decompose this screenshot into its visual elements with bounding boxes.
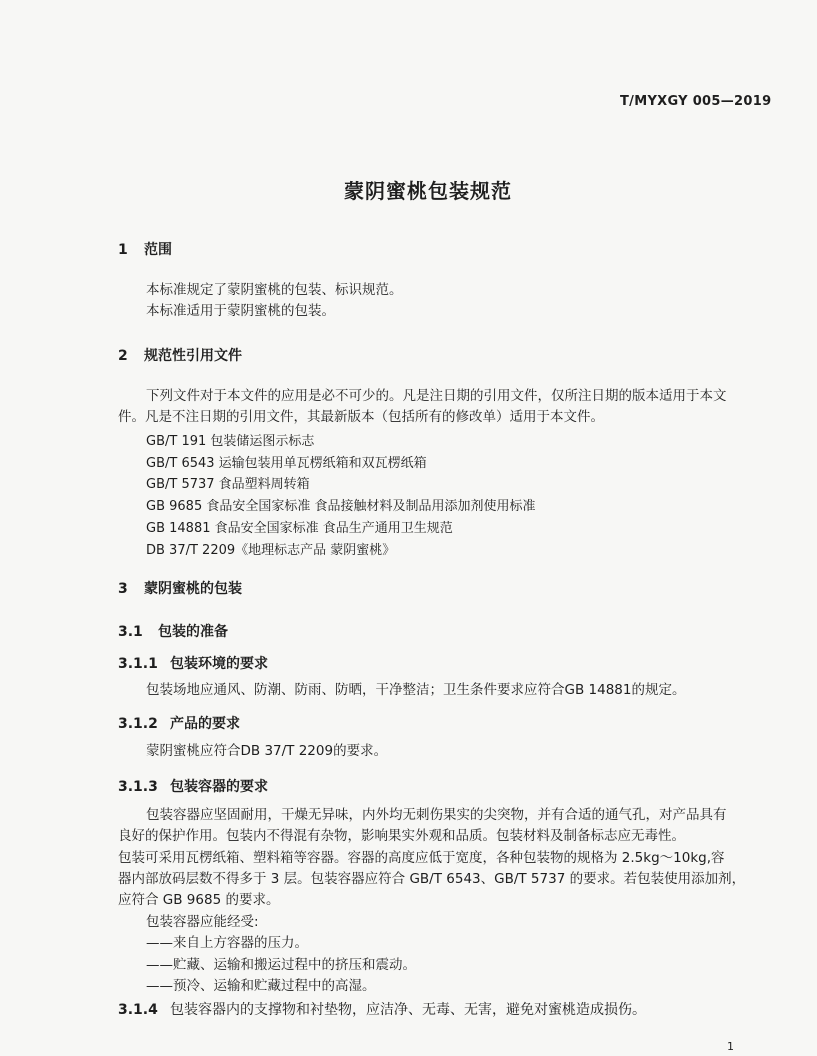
reference-item: GB/T 6543 运输包装用单瓦楞纸箱和双瓦楞纸箱 [146,456,427,471]
paragraph: 本标准适用于蒙阴蜜桃的包装。 [146,303,335,319]
section-3-1-heading [118,621,228,641]
paragraph: 包装场地应通风、防潮、防雨、防晒，干净整洁；卫生条件要求应符合GB 14881的规定。 [146,682,686,698]
section-1-heading [118,239,172,259]
paragraph: 下列文件对于本文件的应用是必不可少的。凡是注日期的引用文件，仅所注日期的版本适用于本文 [146,388,727,404]
section-3-heading [118,578,242,598]
section-number: 3.1.2 [118,716,158,732]
reference-item: GB 9685 食品安全国家标准 食品接触材料及制品用添加剂使用标准 [146,499,536,514]
list-item: ——贮藏、运输和搬运过程中的挤压和震动。 [146,957,416,973]
section-title: 规范性引用文件 [144,348,242,364]
section-title: 蒙阴蜜桃的包装 [144,581,242,597]
section-3-1-2-heading [118,713,240,733]
section-number: 3.1.1 [118,656,158,672]
reference-item: GB 14881 食品安全国家标准 食品生产通用卫生规范 [146,521,453,536]
list-item: ——预冷、运输和贮藏过程中的高湿。 [146,978,376,994]
section-title: 范围 [144,242,172,258]
reference-item: GB/T 5737 食品塑料周转箱 [146,477,310,492]
section-number: 3.1.4 [118,1002,158,1018]
section-number: 3.1 [118,624,143,640]
section-title: 包装环境的要求 [170,656,268,672]
document-title: 蒙阴蜜桃包装规范 [344,179,512,203]
paragraph-line: 应符合 GB 9685 的要求。 [118,892,280,908]
section-3-1-3-heading [118,776,268,796]
section-3-1-1-heading [118,653,268,673]
paragraph-line: 包装容器应坚固耐用，干燥无异味，内外均无刺伤果实的尖突物，并有合适的通气孔，对产品具有 [146,807,727,823]
section-title: 产品的要求 [170,716,240,732]
section-number: 3.1.3 [118,779,158,795]
section-2-heading [118,345,242,365]
section-3-1-4-clause [118,999,646,1019]
reference-item: DB 37/T 2209《地理标志产品 蒙阴蜜桃》 [146,543,396,558]
paragraph: 蒙阴蜜桃应符合DB 37/T 2209的要求。 [146,743,388,759]
section-number: 1 [118,242,128,258]
section-title: 包装的准备 [158,624,228,640]
page-number: 1 [727,1040,734,1053]
paragraph-line: 包装容器应能经受: [146,914,259,930]
paragraph: 件。凡是不注日期的引用文件，其最新版本（包括所有的修改单）适用于本文件。 [118,409,604,425]
paragraph-line: 器内部放码层数不得多于 3 层。包装容器应符合 GB/T 6543、GB/T 5737 的要求。若包装使用添加剂， [118,871,746,887]
list-item: ——来自上方容器的压力。 [146,935,308,951]
document-code: T/MYXGY 005—2019 [620,94,772,109]
section-number: 2 [118,348,128,364]
paragraph-line: 包装可采用瓦楞纸箱、塑料箱等容器。容器的高度应低于宽度，各种包装物的规格为 2.5kg～10kg,容 [118,850,725,866]
section-title: 包装容器的要求 [170,779,268,795]
reference-item: GB/T 191 包装储运图示标志 [146,434,315,449]
clause-text: 包装容器内的支撑物和衬垫物，应洁净、无毒、无害，避免对蜜桃造成损伤。 [170,1002,646,1018]
paragraph: 本标准规定了蒙阴蜜桃的包装、标识规范。 [146,282,403,298]
section-number: 3 [118,581,128,597]
paragraph-line: 良好的保护作用。包装内不得混有杂物，影响果实外观和品质。包装材料及制备标志应无毒性。 [118,828,685,844]
